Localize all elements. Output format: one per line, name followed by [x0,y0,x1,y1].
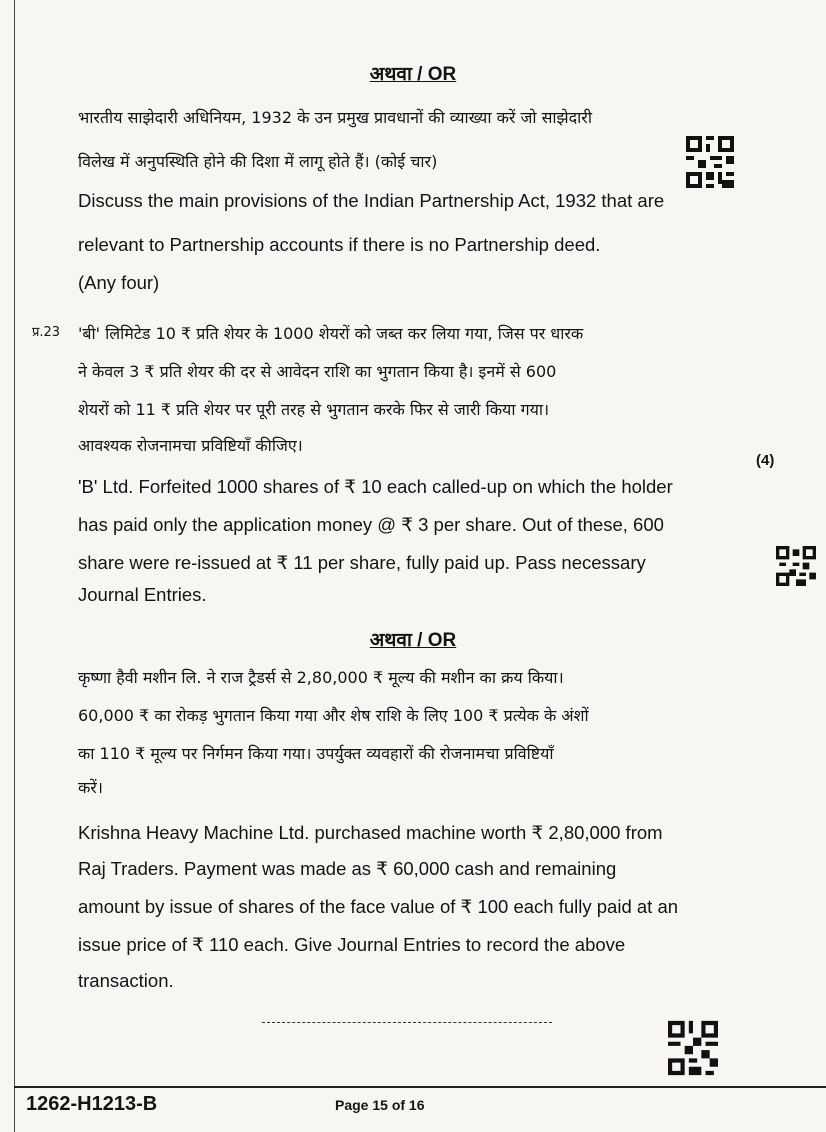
q22-or-english-line: (Any four) [78,272,160,293]
q23-or-english-line: amount by issue of shares of the face value of ₹ 100 each fully paid at an [78,896,679,917]
q23-or-hindi-line: 60,000 ₹ का रोकड़ भुगतान किया गया और शेष राशि के लिए 100 ₹ प्रत्येक के अंशों [78,706,589,725]
q23-hindi-line: शेयरों को 11 ₹ प्रति शेयर पर पूरी तरह से भुगतान करके फिर से जारी किया गया। [78,400,550,419]
q23-or-hindi-line: कृष्णा हैवी मशीन लि. ने राज ट्रैडर्स से 2,80,000 ₹ मूल्य की मशीन का क्रय किया। [78,668,564,687]
q22-or-english-line: relevant to Partnership accounts if there is no Partnership deed. [78,234,601,255]
q23-hindi-line: 'बी' लिमिटेड 10 ₹ प्रति शेयर के 1000 शेयरों को जब्त कर लिया गया, जिस पर धारक [78,324,584,343]
q23-english-line: share were re-issued at ₹ 11 per share, fully paid up. Pass necessary [78,552,646,573]
qr-code-icon [668,1020,718,1076]
q23-english-line: 'B' Ltd. Forfeited 1000 shares of ₹ 10 each called-up on which the holder [78,476,673,497]
q23-or-english-line: issue price of ₹ 110 each. Give Journal Entries to record the above [78,934,626,955]
end-of-questions-divider [262,1022,552,1023]
q22-or-hindi-line: भारतीय साझेदारी अधिनियम, 1932 के उन प्रमुख प्रावधानों की व्याख्या करें जो साझेदारी [78,108,592,127]
left-margin-rule [14,0,15,1132]
page-number: Page 15 of 16 [335,1097,425,1113]
qr-code-icon [686,136,734,188]
q23-or-english-line: transaction. [78,970,174,991]
q23-or-hindi-line: का 110 ₹ मूल्य पर निर्गमन किया गया। उपर्युक्त व्यवहारों की रोजनामचा प्रविष्टियाँ [78,744,554,763]
question-number: प्र.23 [32,325,61,340]
paper-code: 1262-H1213-B [26,1093,158,1115]
or-heading: अथवा / OR [369,630,457,651]
q23-english-line: Journal Entries. [78,584,207,605]
footer-divider [14,1086,826,1088]
q22-or-hindi-line: विलेख में अनुपस्थिति होने की दिशा में लागू होते हैं। (कोई चार) [78,152,438,171]
q23-hindi-line: आवश्यक रोजनामचा प्रविष्टियाँ कीजिए। [78,436,303,455]
q22-or-english-line: Discuss the main provisions of the Indian Partnership Act, 1932 that are [78,190,665,211]
marks-label: (4) [756,452,775,469]
qr-code-icon [776,546,816,586]
q23-or-english-line: Raj Traders. Payment was made as ₹ 60,000 cash and remaining [78,858,617,879]
q23-or-english-line: Krishna Heavy Machine Ltd. purchased machine worth ₹ 2,80,000 from [78,822,663,843]
q23-hindi-line: ने केवल 3 ₹ प्रति शेयर की दर से आवेदन राशि का भुगतान किया है। इनमें से 600 [78,362,557,381]
or-heading: अथवा / OR [369,64,457,85]
q23-english-line: has paid only the application money @ ₹ 3 per share. Out of these, 600 [78,514,664,535]
q23-or-hindi-line: करें। [78,778,103,797]
